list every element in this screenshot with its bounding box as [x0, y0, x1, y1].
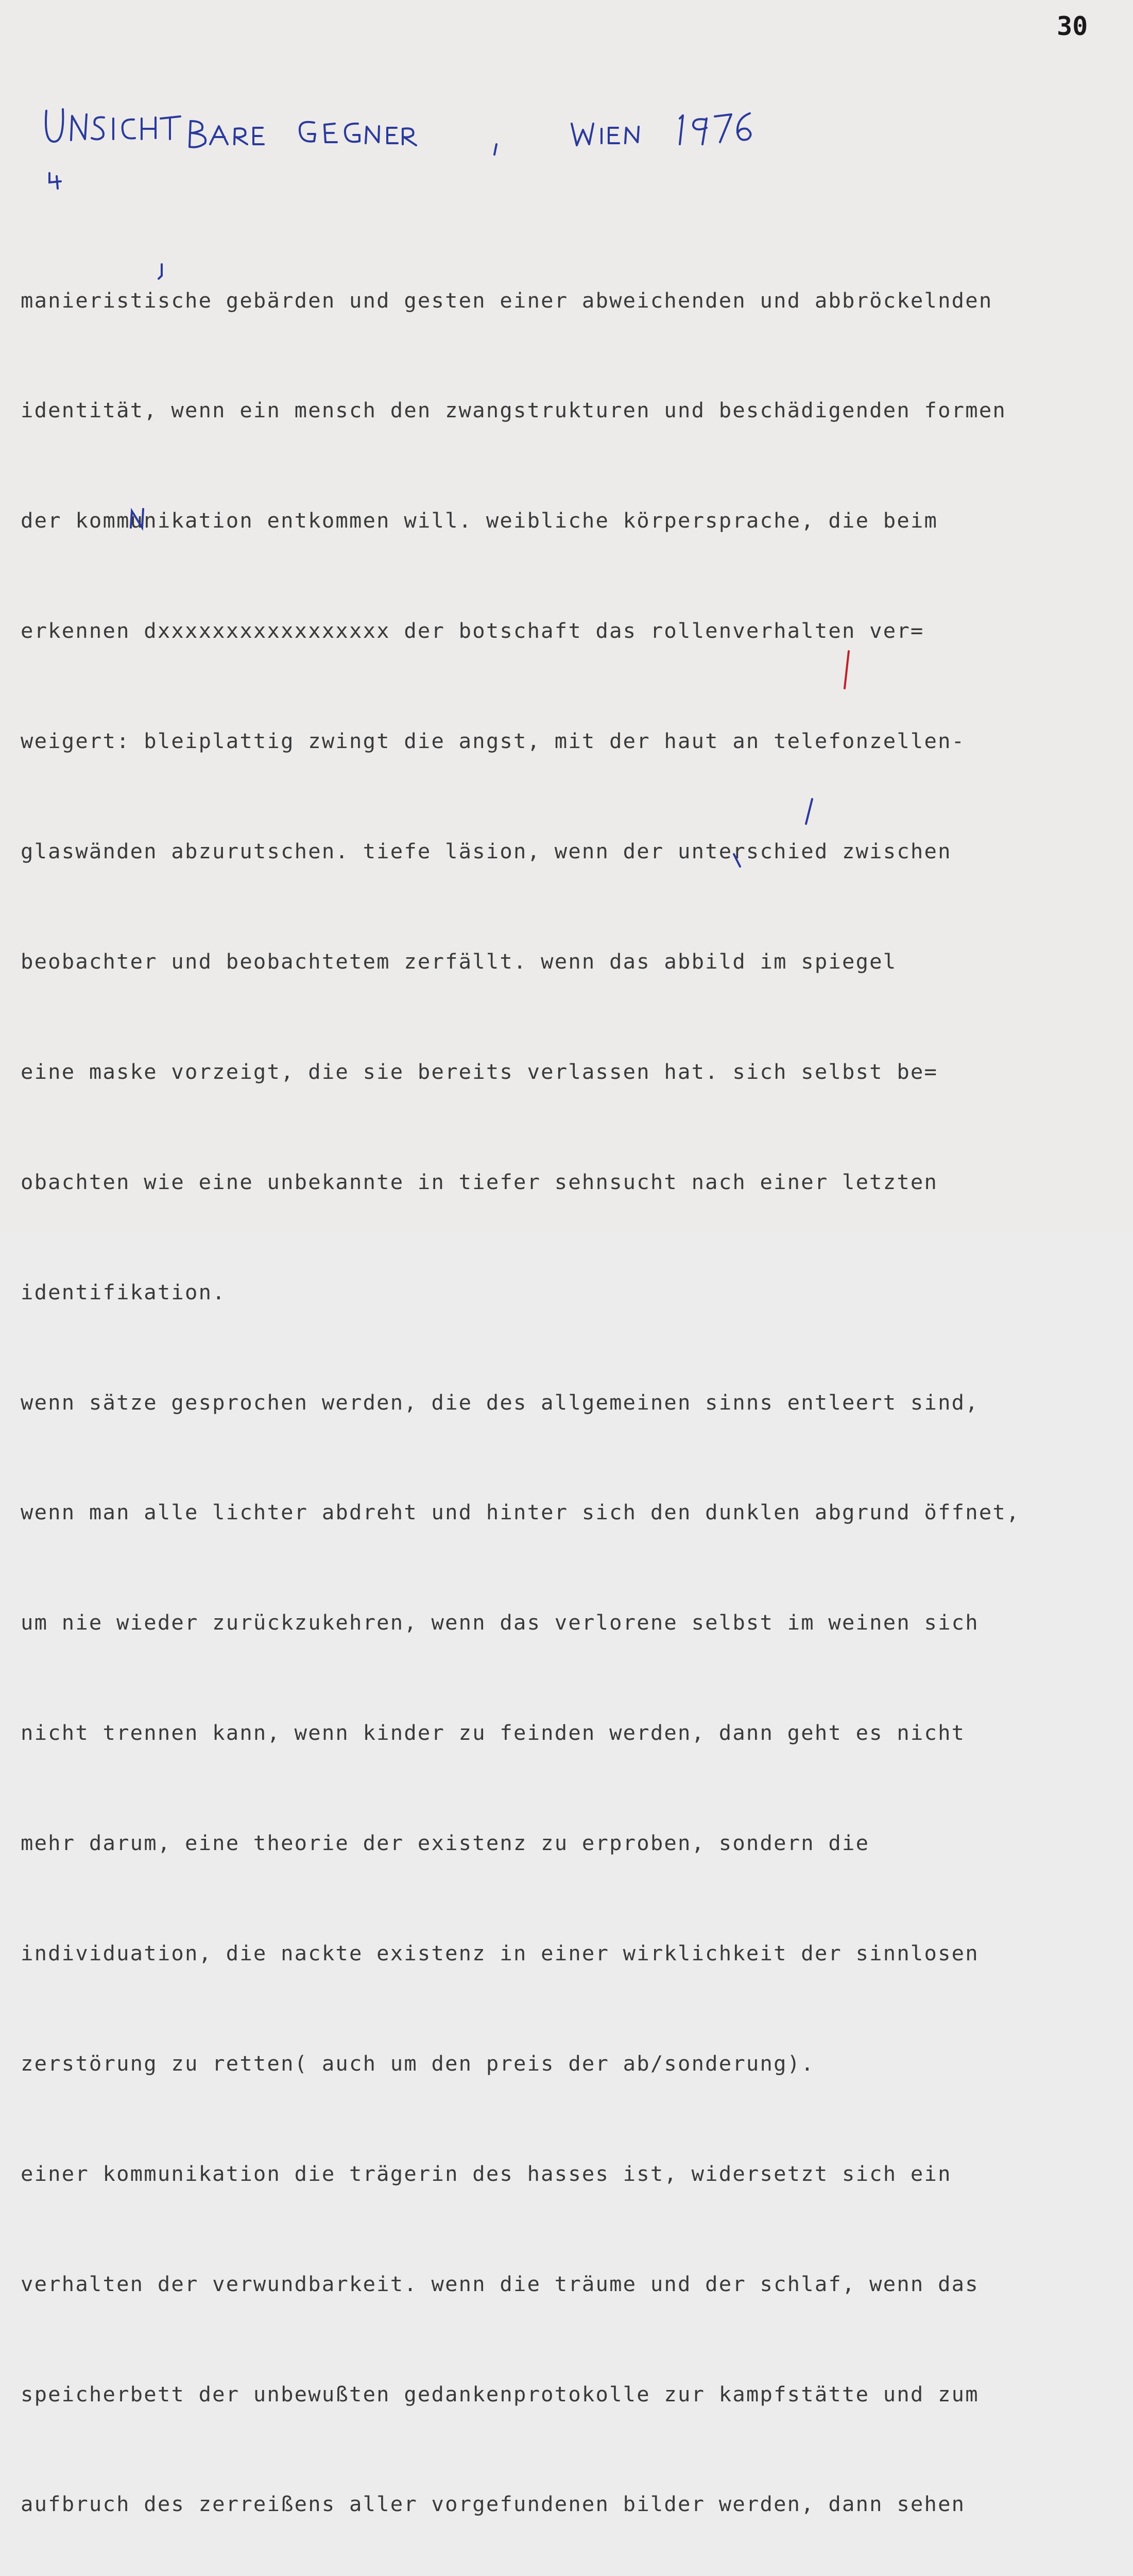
- text-line: einer kommunikation die trägerin des hasses ist, widersetzt sich ein: [21, 2161, 952, 2186]
- handwritten-mark-icon: [45, 170, 66, 191]
- text-line: wenn man alle lichter abdreht und hinter sich den dunklen abgrund öffnet,: [21, 1500, 1020, 1525]
- text-line: identifikation.: [21, 1279, 226, 1304]
- n-edit-mark-icon: [128, 505, 148, 531]
- text-line: obachten wie eine unbekannte in tiefer sehnsucht nach einer letzten: [21, 1169, 938, 1194]
- text-line: identität, wenn ein mensch den zwangstrukturen und beschädigenden formen: [21, 398, 1006, 423]
- text-line: nicht trennen kann, wenn kinder zu feinden werden, dann geht es nicht: [21, 1720, 966, 1745]
- red-separator-mark-icon: [839, 649, 855, 690]
- typed-text-body: [21, 209, 1112, 2576]
- text-line: individuation, die nackte existenz in einer wirklichkeit der sinnlosen: [21, 1940, 979, 1965]
- text-line: aufbruch des zerreißens aller vorgefundenen bilder werden, dann sehen: [21, 2492, 966, 2517]
- text-line: eine maske vorzeigt, die sie bereits verlassen hat. sich selbst be=: [21, 1059, 938, 1084]
- text-line: glaswänden abzurutschen. tiefe läsion, wenn der unterschied zwischen: [21, 839, 952, 864]
- text-line: erkennen dxxxxxxxxxxxxxxxxx der botschaft das rollenverhalten ver=: [21, 618, 924, 643]
- handwritten-header: [41, 98, 814, 160]
- text-line: wenn sätze gesprochen werden, die des allgemeinen sinns entleert sind,: [21, 1389, 979, 1415]
- text-line: der kommunikation entkommen will. weibliche körpersprache, die beim: [21, 508, 938, 533]
- text-line: manieristische gebärden und gesten einer abweichenden und abbröckelnden: [21, 287, 993, 313]
- slash-edit-mark-icon: [801, 796, 816, 827]
- text-line: mehr darum, eine theorie der existenz zu erproben, sondern die: [21, 1831, 870, 1856]
- text-line: zerstörung zu retten( auch um den preis der ab/sonderung).: [21, 2050, 815, 2076]
- page-number: 30: [1057, 11, 1088, 41]
- text-line: verhalten der verwundbarkeit. wenn die träume und der schlaf, wenn das: [21, 2271, 979, 2296]
- text-line: weigert: bleiplattig zwingt die angst, mit der haut an telefonzellen-: [21, 728, 966, 754]
- text-line: beobachter und beobachtetem zerfällt. wenn das abbild im spiegel: [21, 948, 897, 974]
- handwritten-header-drawing: [41, 98, 814, 160]
- comma-edit-mark-icon: [154, 260, 170, 281]
- comma-edit-mark-icon: [729, 850, 744, 871]
- text-line: um nie wieder zurückzukehren, wenn das verlorene selbst im weinen sich: [21, 1610, 979, 1635]
- text-line: speicherbett der unbewußten gedankenprotokolle zur kampfstätte und zum: [21, 2381, 979, 2406]
